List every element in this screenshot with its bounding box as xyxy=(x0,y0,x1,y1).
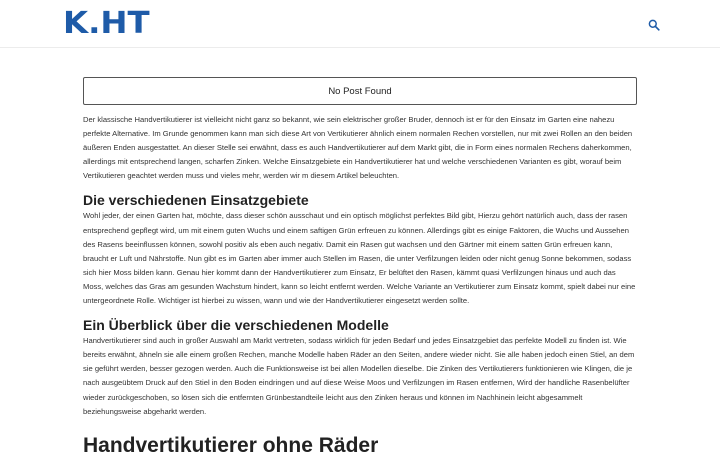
search-icon[interactable] xyxy=(648,18,660,30)
main-content xyxy=(83,77,637,459)
notice-text: No Post Found xyxy=(328,85,392,97)
intro-paragraph: Der klassische Handvertikutierer ist vielleicht nicht ganz so bekannt, wie sein elektrischer großer Bruder, dennoch ist er für den Einsatz im Garten eine nahezu perfekte Alternative. Im Grunde genommen kann man sich diese Art von Vertikutierer ähnlich einem normalen Rechen vorstellen, nur mit zwei Rollen an den beiden äußeren Enden ausgestattet. An dieser Stelle sei erwähnt, dass es auch Handvertikutierer auf dem Markt gibt, die in Form eines normalen Rechens daherkommen, allerdings mit entsprechend langen, scharfen Zinken. Welche Einsatzgebiete ein Handvertikutierer hat und welche verschiedenen Varianten es gibt, worauf beim Vertikutieren geachtet werden muss und vieles mehr, werden wir m diesem Artikel beleuchten. xyxy=(83,115,633,181)
no-post-notice xyxy=(83,77,637,105)
section-heading-einsatzgebiete: Die verschiedenen Einsatzgebiete xyxy=(83,192,309,209)
search-icon-glyph xyxy=(648,19,660,31)
site-logo[interactable]: K.HT xyxy=(63,6,150,41)
section-heading-ohne-raeder: Handvertikutierer ohne Räder xyxy=(83,433,379,457)
section-paragraph-einsatzgebiete: Wohl jeder, der einen Garten hat, möchte, dass dieser schön ausschaut und ein optisch möglichst perfektes Bild gibt, Hierzu gehört natürlich auch, dass der rasen entsprechend gepflegt wird, um mit einem guten Wuchs und einem saftigen Grün erfreuen zu können. Allerdings gibt es einige Faktoren, die Wuchs und Aussehen des Rasens beeinflussen können, sowohl positiv als eben auch negativ. Damit ein Rasen gut wachsen und den Gärtner mit einem satten Grün erfreuen kann, braucht er Luft und Nährstoffe. Nun gibt es im Garten aber immer auch Stellen im Rasen, die unter Verfilzungen leiden oder nicht genug Sonne bekommen, sodass sich hier Moss bilden kann. Genau hier kommt dann der Handvertikutierer zum Einsatz, Er belüftet den Rasen, kämmt quasi Verfilzungen hinaus und auch das Moss, welches das Gras am gesunden Wachstum hindert, kann so leicht entfernt werden. Welche Variante an Vertikutierer zum Einsatz kommt, spielt dabei nur eine untergeordnete Rolle. Wichtiger ist hierbei zu wissen, wann und wie der Handvertikutierer eingesetzt werden sollte. xyxy=(83,211,636,306)
section-paragraph-modelle: Handvertikutierer sind auch in großer Auswahl am Markt vertreten, sodass wirklich für jeden Bedarf und jedes Einsatzgebiet das perfekte Modell zu finden ist. Wie bereits erwähnt, ähneln sie alle einem großen Rechen, manche Modelle haben Räder an den Seiten, andere wieder nicht. Sie alle haben jedoch einen Stiel, an dem sie geführt werden, besser gezogen werden. Auch die Funktionsweise ist bei allen Modellen dieselbe. Die Zinken des Vertikutierers funktionieren wie Klingen, die je nach ausgeübtem Druck auf den Stiel in den Boden eindringen und auf diese Weise Moos und Verfilzungen im Rasen entfernen, Wird der handliche Rasenbelüfter wieder zurückgeschoben, so lösen sich die entfernten Grünbestandteile leicht aus den Zinken heraus und können im Nachhinein leicht abgesammelt beziehungsweise abgeharkt werden. xyxy=(83,336,635,416)
section-heading-modelle: Ein Überblick über die verschiedenen Modelle xyxy=(83,317,389,334)
site-header xyxy=(0,0,720,48)
